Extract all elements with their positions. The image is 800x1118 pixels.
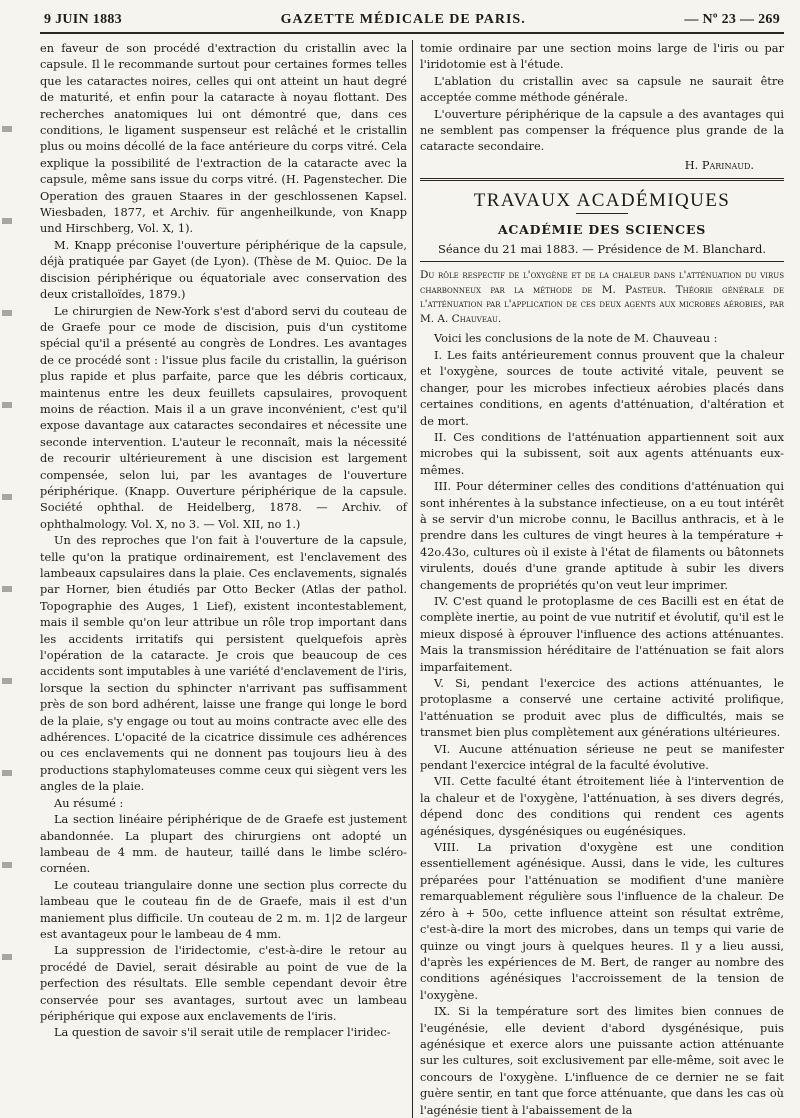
heading-rule — [576, 213, 628, 214]
left-paragraph-4: Un des reproches que l'on fait à l'ouverture de la capsule, telle qu'on la pratique ordinairement, est l'enclavement des lambeaux capsulaires dans la plaie. Ces enclavements, signalés par Horner, bien étudiés par Otto Becker (Atlas der pathol. Topographie des Auges, 1 Lief), existent incontestablement, mais il semble qu'on leur attribue un rôle trop important dans les accidents irritatifs qui persistent quelquefois après l'opération de la cataracte. Je crois que beaucoup de ces accidents sont imputables à une variété d'enclavement de l'iris, lorsque la section du sphincter n'arrivant pas suffisamment près de son bord adhérent, laisse une frange qui longe le bord de la plaie, s'y engage ou tout au moins contracte avec elle des adhérences. L'opacité de la cicatrice dissimule ces adhérences ou ces enclavements qui ne donnent pas toujours lieu à des productions staphylomateuses comme ceux qui siègent vers les angles de la plaie. — [40, 533, 407, 794]
conclusion-2: II. Ces conditions de l'atténuation appartiennent soit aux microbes qui la subissent, soit aux agents atténuants eux-mêmes. — [420, 429, 784, 477]
left-paragraph-3: Le chirurgien de New-York s'est d'abord servi du couteau de de Graefe pour ce mode de discision, puis d'un cystitome spécial qu'il a présenté au congrès de Londres. Les avantages de ce procédé sont : l'issue plus facile du cristallin, la guérison plus rapide et plus parfaite, parce que les débris corticaux, maintenus entre les deux feuillets capsulaires, provoquent moins de réaction. Mais il a un grave inconvénient, c'est qu'il expose davantage aux cataractes secondaires et nécessite une seconde intervention. L'auteur le reconnaît, mais la nécessité de recourir ultérieurement à une discision est largement compensée, selon lui, par les avantages de l'ouverture périphérique. (Knapp. Ouverture périphérique de la capsule. Société ophthal. de Heidelberg, 1878. — Archiv. of ophthalmology. Vol. X, no 3. — Vol. XII, no 1.) — [40, 303, 407, 531]
two-column-body — [40, 40, 784, 1117]
author-signature: H. Parinaud. — [684, 157, 754, 172]
seance-rule — [420, 261, 784, 262]
section-heading: TRAVAUX ACADÉMIQUES — [473, 190, 731, 212]
left-paragraph-2: M. Knapp préconise l'ouverture périphérique de la capsule, déjà pratiquée par Gayet (de Lyon). (Thèse de M. Quioc. De la discision périphérique ou équatoriale avec conservation des deux cristalloïdes, 1879.) — [40, 237, 407, 302]
conclusion-8: VIII. La privation d'oxygène est une condition essentiellement agénésique. Aussi, dans le vide, les cultures préparées pour l'atténuation se modifient d'une manière remarquablement régulière sous l'influence de la chaleur. De zéro à + 50o, cette influence atteint son résultat extrême, c'est-à-dire la mort des microbes, dans un temps qui varie de quinze ou vingt jours à quelques heures. Il y a lieu aussi, d'après les expériences de M. Bert, de ranger au nombre des conditions agénésiques l'accroissement de la tension de l'oxygène. — [420, 840, 784, 1002]
issue-page-number: — Nº 23 — 269 — [684, 12, 780, 27]
conclusion-7: VII. Cette faculté étant étroitement liée à l'intervention de la chaleur et de l'oxygène, l'atténuation, à ses divers degrés, dépend donc des conditions qui rendent ces agents agénésiques, dysgénésiques ou eugénésiques. — [420, 774, 784, 838]
right-paragraph-ablation: L'ablation du cristallin avec sa capsule ne saurait être acceptée comme méthode générale. — [420, 73, 784, 105]
conclusion-3: III. Pour déterminer celles des conditions d'atténuation qui sont inhérentes à la substance infectieuse, on a eu tout intérêt à se servir d'un microbe connu, le Bacillus anthracis, et à le prendre dans les cultures de vingt heures à la température + 42o.43o, cultures où il existe à l'état de filaments ou bâtonnets virulents, doués d'une grande aptitude à subir les divers changements de propriétés qu'on veut leur imprimer. — [420, 479, 784, 592]
conclusion-5: V. Si, pendant l'exercice des actions atténuantes, le protoplasme a conservé une certaine activité prolifique, l'atténuation se produit avec plus de difficultés, mais se transmet bien plus complètement aux générations ultérieures. — [420, 676, 784, 740]
journal-title: GAZETTE MÉDICALE DE PARIS. — [280, 12, 526, 27]
conclusion-9: IX. Si la température sort des limites bien connues de l'eugénésie, elle devient d'abord dysgénésique, puis agénésique et exerce alors une puissante action atténuante sur les cultures, soit exclusivement par elle-même, soit avec le concours de l'oxygène. L'influence de ce dernier ne se fait guère sentir, en tant que force atténuante, que dans les cas où l'agénésie tient à l'abaissement de la — [420, 1004, 784, 1117]
conclusion-1: I. Les faits antérieurement connus prouvent que la chaleur et l'oxygène, sources de toute activité vitale, peuvent se changer, pour les microbes infectieux aérobies placés dans certaines conditions, en agents d'atténuation, d'altération et de mort. — [420, 347, 784, 428]
section-separator — [420, 178, 784, 181]
conclusion-6: VI. Aucune atténuation sérieuse ne peut se manifester pendant l'exercice intégral de la faculté évolutive. — [420, 741, 784, 773]
header-date: 9 JUIN 1883 — [44, 12, 122, 27]
right-paragraph-continued: tomie ordinaire par une section moins large de l'iris ou par l'iridotomie est à l'étude. — [420, 41, 784, 72]
conclusion-4: IV. C'est quand le protoplasme de ces Bacilli est en état de complète inertie, au point de vue nutritif et évolutif, qu'il est le mieux disposé à éprouver l'influence des actions atténuantes. Mais la transmission héréditaire de l'atténuation se fait alors imparfaitement. — [420, 593, 784, 674]
left-paragraph-5: La section linéaire périphérique de de Graefe est justement abandonnée. La plupart des chirurgiens ont adopté un lambeau de 4 mm. de hauteur, taillé dans le limbe scléro-cornéen. — [40, 812, 407, 876]
left-paragraph-8: La question de savoir s'il serait utile de remplacer l'iridec- — [54, 1025, 391, 1040]
left-paragraph-7: La suppression de l'iridectomie, c'est-à-dire le retour au procédé de Daviel, serait désirable au point de vue de la perfection des résultats. Elle semble cependant devoir être conservée pour ses avantages, surtout avec un lambeau périphérique qui expose aux enclavements de l'iris. — [40, 943, 407, 1023]
conclusions-intro: Voici les conclusions de la note de M. Chauveau : — [434, 331, 718, 346]
left-column — [40, 40, 412, 1118]
binding-edge-marks — [2, 40, 12, 1028]
left-paragraph-resume: Au résumé : — [54, 795, 124, 810]
left-paragraph-6: Le couteau triangulaire donne une section plus correcte du lambeau que le couteau fin de de Graefe, mais il est d'un maniement plus difficile. Un couteau de 2 m. m. 1|2 de largeur est avantageux pour le lambeau de 4 mm. — [40, 877, 407, 941]
right-column — [413, 40, 784, 1118]
left-paragraph-1: en faveur de son procédé d'extraction du cristallin avec la capsule. Il le recommande surtout pour certaines formes telles que les cataractes noires, celles qui ont atteint un haut degré de maturité, et enfin pour la cataracte à noyau flottant. Des recherches anatomiques lui ont démontré que, dans ces conditions, le ligament suspenseur est relâché et le cristallin plus ou moins décollé de la face antérieure du corps vitré. Cela explique la possibilité de l'extraction de la cataracte avec la capsule, même sans issue du corps vitré. (H. Pagenstecher. Die Operation des grauen Staares in der geschlossenen Kapsel. Wiesbaden, 1877, et Archiv. für angenheilkunde, von Knapp und Hirschberg, Vol. X, 1). — [40, 41, 407, 236]
seance-line: Séance du 21 mai 1883. — Présidence de M. Blanchard. — [437, 242, 766, 257]
right-paragraph-ouverture: L'ouverture périphérique de la capsule a des avantages qui ne semblent pas compenser la fréquence plus grande de la cataracte secondaire. — [420, 106, 784, 154]
running-header — [40, 12, 784, 34]
academy-heading: ACADÉMIE DES SCIENCES — [497, 221, 707, 237]
note-title: Du rôle respectif de l'oxygène et de la chaleur dans l'atténuation du virus charbonneux par la méthode de M. Pasteur. Théorie générale de l'atténuation par l'application de ces deux agents aux microbes aérobies, par M. A. Chauveau. — [420, 269, 784, 325]
